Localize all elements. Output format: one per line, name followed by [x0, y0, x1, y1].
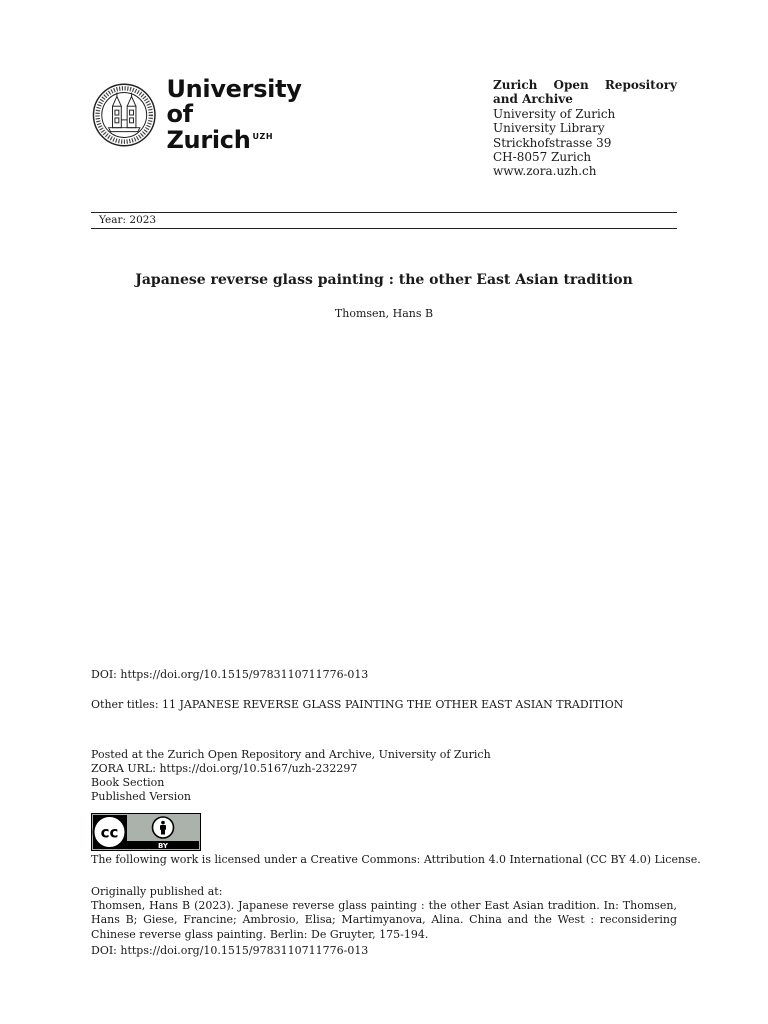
- article-author: Thomsen, Hans B: [334, 307, 434, 320]
- repository-address: [493, 78, 677, 179]
- original-citation: Thomsen, Hans B (2023). Japanese reverse glass painting : the other East Asian tradition. In: Thomsen, Hans B; Giese, Francine; Ambrosio, Elisa; Martimyanova, Alina. China and the West : reconsidering Chinese reverse glass painting. Berlin: De Gruyter, 175-194.: [91, 899, 677, 941]
- repository-name: Zurich Open Repository and Archive: [493, 78, 677, 107]
- doi-link[interactable]: DOI: https://doi.org/10.1515/9783110711776-013: [91, 668, 369, 681]
- zora-url-link[interactable]: ZORA URL: https://doi.org/10.5167/uzh-232297: [91, 762, 358, 775]
- logo-wordmark: [166, 77, 332, 153]
- address-line-4: CH-8057 Zurich: [493, 150, 592, 165]
- address-line-1: University of Zurich: [493, 106, 616, 121]
- original-doi-link[interactable]: DOI: https://doi.org/10.1515/9783110711776-013: [91, 944, 369, 957]
- year-top-rule: [91, 212, 677, 213]
- license-statement: The following work is licensed under a Creative Commons: Attribution 4.0 International (CC BY 4.0) License.: [91, 853, 701, 866]
- logo-line-2: [166, 125, 332, 154]
- cc-badge-label: cc: [100, 823, 119, 842]
- logo-line-1: University of: [166, 75, 302, 129]
- university-seal-icon: [92, 82, 156, 148]
- year-label: Year: 2023: [99, 214, 157, 226]
- item-version: Published Version: [91, 790, 191, 803]
- by-badge-label: BY: [157, 842, 169, 850]
- original-publication-heading: Originally published at:: [91, 885, 223, 898]
- item-type: Book Section: [91, 776, 165, 789]
- repository-website-link[interactable]: www.zora.uzh.ch: [493, 164, 597, 179]
- logo-superscript: UZH: [252, 131, 274, 141]
- article-title: Japanese reverse glass painting : the other East Asian tradition: [135, 272, 633, 288]
- university-logo: [92, 75, 332, 154]
- posted-statement: Posted at the Zurich Open Repository and Archive, University of Zurich: [91, 748, 491, 761]
- logo-line-2-text: Zurich: [166, 125, 251, 154]
- year-bottom-rule: [91, 228, 677, 229]
- address-line-2: University Library: [493, 121, 605, 136]
- address-line-3: Strickhofstrasse 39: [493, 135, 612, 150]
- cc-by-license-icon[interactable]: [91, 813, 201, 851]
- other-titles: Other titles: 11 JAPANESE REVERSE GLASS PAINTING THE OTHER EAST ASIAN TRADITION: [91, 698, 624, 711]
